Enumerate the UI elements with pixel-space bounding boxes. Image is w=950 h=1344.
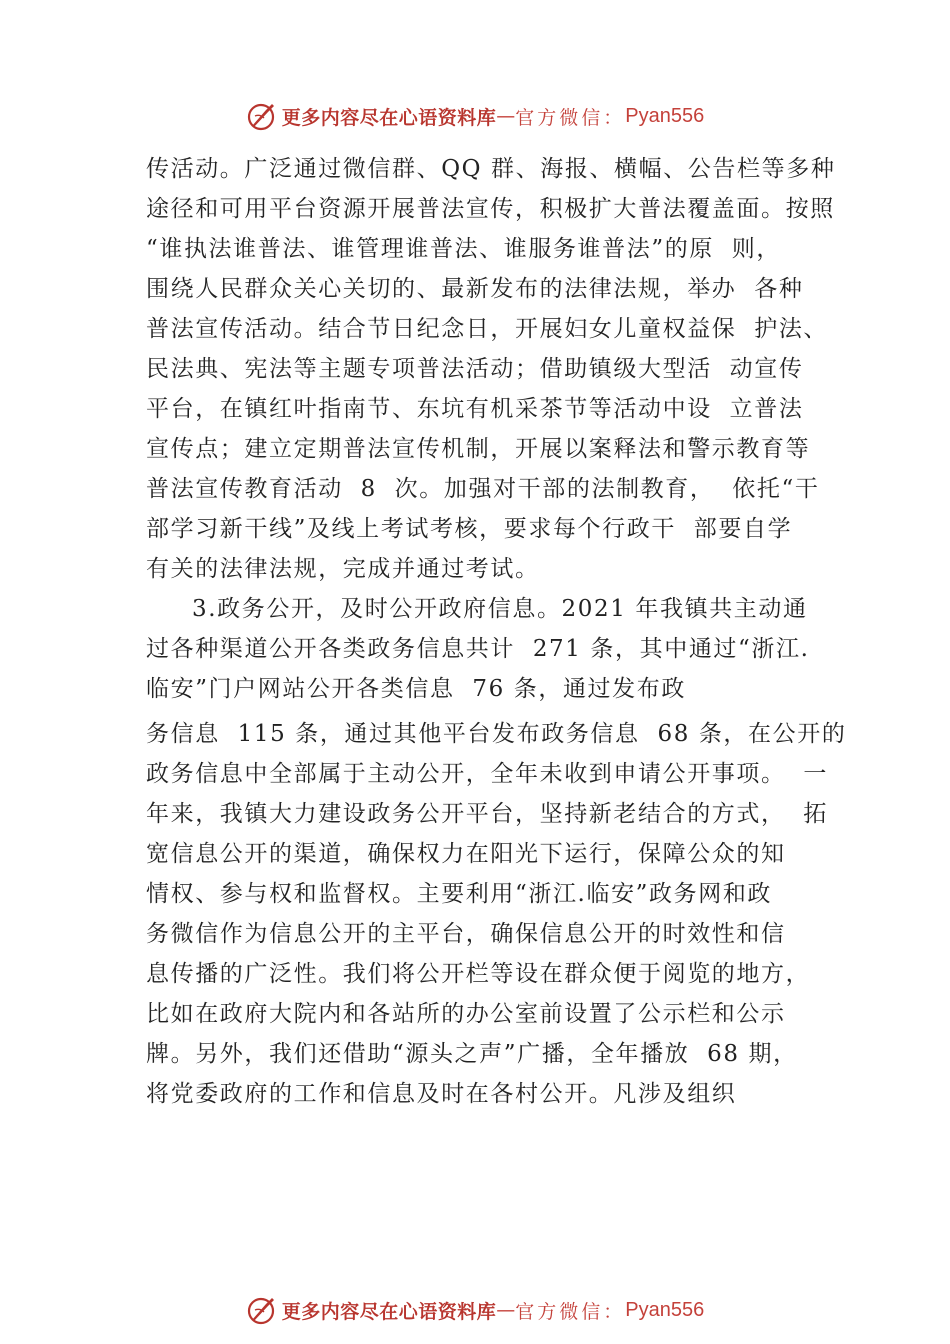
- header-separator: —: [496, 105, 516, 127]
- pen-logo-icon: [246, 1294, 278, 1326]
- header-banner: [0, 96, 950, 136]
- body-line: 息传播的广泛性。我们将公开栏等设在群众便于阅览的地方，: [146, 961, 811, 987]
- body-line: 普法宣传活动。结合节日纪念日，开展妇女儿童权益保 护法、: [146, 316, 829, 342]
- header-brand-text: 更多内容尽在心语资料库: [281, 106, 497, 129]
- footer-contact-id: Pyan556: [625, 1298, 705, 1321]
- body-line: 宣传点；建立定期普法宣传机制，开展以案释法和警示教育等: [146, 436, 811, 462]
- body-line: 宽信息公开的渠道，确保权力在阳光下运行，保障公众的知: [146, 841, 786, 867]
- body-line: 过各种渠道公开各类政务信息共计 271 条，其中通过“浙江.: [146, 636, 810, 662]
- body-line: 牌。另外，我们还借助“源头之声”广播，全年播放 68 期，: [146, 1041, 798, 1067]
- body-line: 务微信作为信息公开的主平台，确保信息公开的时效性和信: [146, 921, 786, 947]
- body-line: 情权、参与权和监督权。主要利用“浙江.临安”政务网和政: [146, 881, 773, 907]
- body-line: 普法宣传教育活动 8 次。加强对干部的法制教育， 依托“干: [146, 476, 820, 502]
- body-line: 途径和可用平台资源开展普法宣传，积极扩大普法覆盖面。按照: [146, 196, 835, 222]
- body-line: 传活动。广泛通过微信群、QQ 群、海报、横幅、公告栏等多种: [146, 156, 836, 182]
- body-line: 平台，在镇红叶指南节、东坑有机采茶节等活动中设 立普法: [146, 396, 804, 422]
- footer-brand-text: 更多内容尽在心语资料库: [281, 1300, 497, 1323]
- document-body: [146, 149, 846, 1114]
- header-contact-label: 官方微信：: [515, 106, 626, 129]
- body-line: 临安”门户网站公开各类信息 76 条，通过发布政: [146, 676, 686, 702]
- body-line: 围绕人民群众关心关切的、最新发布的法律法规，举办 各种: [146, 276, 804, 302]
- body-line: 民法典、宪法等主题专项普法活动；借助镇级大型活 动宣传: [146, 356, 804, 382]
- footer-contact-label: 官方微信：: [515, 1300, 626, 1323]
- section-heading-line: 3.政务公开，及时公开政府信息。2021 年我镇共主动通: [192, 596, 808, 622]
- body-line: 有关的法律法规，完成并通过考试。: [146, 556, 540, 582]
- body-line: 部学习新干线”及线上考试考核，要求每个行政干 部要自学: [146, 516, 793, 542]
- body-line: 年来，我镇大力建设政务公开平台，坚持新老结合的方式， 拓: [146, 801, 829, 827]
- body-line: 比如在政府大院内和各站所的办公室前设置了公示栏和公示: [146, 1001, 786, 1027]
- pen-logo-icon: [246, 100, 278, 132]
- body-line: 将党委政府的工作和信息及时在各村公开。凡涉及组织: [146, 1081, 737, 1107]
- footer-banner: [0, 1290, 950, 1330]
- footer-separator: —: [496, 1299, 516, 1321]
- body-line: “谁执法谁普法、谁管理谁普法、谁服务谁普法”的原 则，: [146, 236, 781, 262]
- header-contact-id: Pyan556: [625, 104, 705, 127]
- body-line: 务信息 115 条，通过其他平台发布政务信息 68 条，在公开的: [146, 721, 847, 747]
- body-line: 政务信息中全部属于主动公开，全年未收到申请公开事项。 一: [146, 761, 829, 787]
